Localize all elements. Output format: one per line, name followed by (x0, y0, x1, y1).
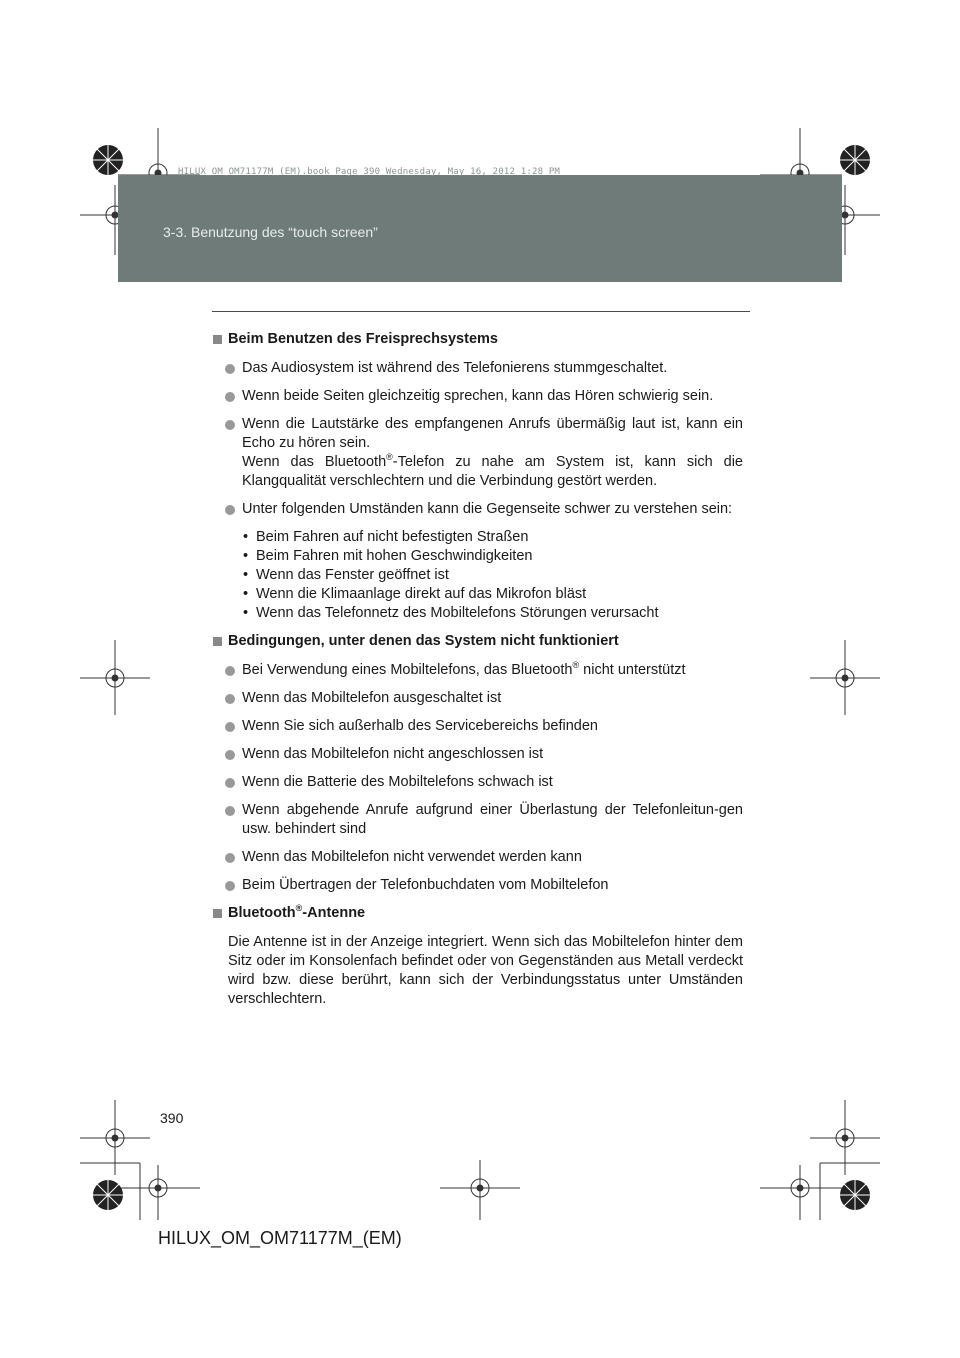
bullet-icon (225, 364, 235, 374)
bullet-icon (225, 722, 235, 732)
sub-list-item: • Wenn das Fenster geöffnet ist (243, 567, 449, 583)
list-item: Das Audiosystem ist während des Telefonierens stummgeschaltet. (213, 359, 743, 378)
bullet-icon (225, 881, 235, 891)
bullet-icon (225, 778, 235, 788)
list-item: Wenn das Mobiltelefon nicht verwendet werden kann (213, 848, 743, 867)
list-item: Wenn beide Seiten gleichzeitig sprechen, kann das Hören schwierig sein. (213, 387, 743, 406)
sub-list-item: • Beim Fahren auf nicht befestigten Straßen (243, 529, 529, 545)
bullet-icon (225, 392, 235, 402)
bullet-icon (225, 853, 235, 863)
page-number: 390 (160, 1110, 184, 1126)
list-item: Wenn das Mobiltelefon nicht angeschlossen ist (213, 745, 743, 764)
square-bullet-icon (213, 335, 222, 344)
bullet-icon (225, 666, 235, 676)
heading-antenna: Bluetooth®-Antenne (213, 904, 743, 923)
heading-handsfree: Beim Benutzen des Freisprechsystems (213, 330, 743, 349)
sub-list-item: • Wenn die Klimaanlage direkt auf das Mikrofon bläst (243, 586, 587, 602)
footer-code: HILUX_OM_OM71177M_(EM) (158, 1228, 402, 1248)
book-stamp: HILUX_OM_OM71177M_(EM).book Page 390 Wednesday, May 16, 2012 1:28 PM (178, 167, 561, 177)
list-item: Beim Übertragen der Telefonbuchdaten vom Mobiltelefon (213, 876, 743, 895)
sub-list-item: • Beim Fahren mit hohen Geschwindigkeiten (243, 548, 533, 564)
list-item: Wenn Sie sich außerhalb des Servicebereichs befinden (213, 717, 743, 736)
square-bullet-icon (213, 909, 222, 918)
bullet-icon (225, 750, 235, 760)
bullet-icon (225, 505, 235, 515)
bullet-icon (225, 806, 235, 816)
sub-list-item: • Wenn das Telefonnetz des Mobiltelefons Störungen verursacht (243, 605, 659, 621)
bullet-icon (225, 694, 235, 704)
list-item: Wenn das Mobiltelefon ausgeschaltet ist (213, 689, 743, 708)
square-bullet-icon (213, 637, 222, 646)
list-item: Unter folgenden Umständen kann die Gegenseite schwer zu verstehen sein: (213, 500, 743, 519)
top-divider (212, 311, 750, 312)
page-content (213, 330, 743, 1009)
bullet-icon (225, 420, 235, 430)
list-item: Wenn die Batterie des Mobiltelefons schwach ist (213, 773, 743, 792)
heading-conditions: Bedingungen, unter denen das System nicht funktioniert (213, 632, 743, 651)
list-item: Wenn die Lautstärke des empfangenen Anrufs übermäßig laut ist, kann ein Echo zu hören sein. Wenn das Bluetooth®-Telefon zu nahe am System ist, kann sich die Klangqualität verschlechtern und die Verbindung gestört werden. (213, 415, 743, 491)
antenna-paragraph: Die Antenne ist in der Anzeige integriert. Wenn sich das Mobiltelefon hinter dem Sitz oder im Konsolenfach befindet oder von Gegenständen aus Metall verdeckt wird bzw. diese berührt, kann sich der Verbindungsstatus unter Umständen verschlechtern. (228, 934, 743, 1007)
list-item: Wenn abgehende Anrufe aufgrund einer Überlastung der Telefonleitun-gen usw. behindert sind (213, 801, 743, 839)
list-item: Bei Verwendung eines Mobiltelefons, das Bluetooth® nicht unterstützt (213, 661, 743, 680)
section-title: 3-3. Benutzung des “touch screen” (163, 224, 378, 240)
sub-list (213, 528, 743, 623)
